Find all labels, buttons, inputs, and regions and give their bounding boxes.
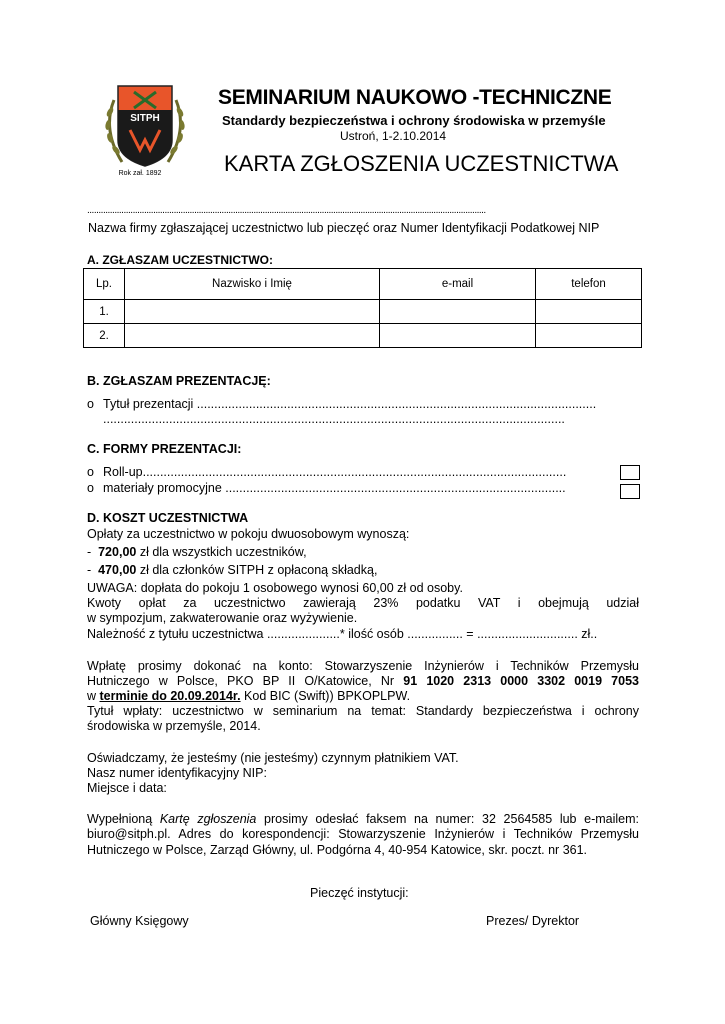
- rollup-checkbox[interactable]: [620, 465, 640, 480]
- stamp-label: Pieczęć instytucji:: [310, 886, 409, 900]
- place-date-text: Ustroń, 1-2.10.2014: [340, 129, 447, 143]
- payment-line-1: Wpłatę prosimy dokonać na konto: Stowarzyszenie Inżynierów i Techników Przemysłu: [87, 659, 639, 673]
- col-header-lp: Lp.: [84, 269, 125, 300]
- col-header-phone: telefon: [536, 269, 642, 300]
- cost-intro: Opłaty za uczestnictwo w pokoju dwuosobowym wynoszą:: [87, 527, 410, 541]
- send-pre: Wypełnioną: [87, 812, 160, 826]
- single-room-note: UWAGA: dopłata do pokoju 1 osobowego wynosi 60,00 zł od osoby.: [87, 581, 463, 595]
- payment-bank: Hutniczego w Polsce, PKO BP II O/Katowice, Nr: [87, 674, 404, 688]
- send-form-name: Kartę zgłoszenia: [159, 812, 257, 826]
- presentation-title-label: Tytuł prezentacji ...................................................................................................................: [103, 397, 597, 411]
- price-all-amount: 720,00: [98, 545, 137, 559]
- bullet: o: [87, 465, 94, 479]
- email-cell[interactable]: [380, 324, 536, 348]
- send-line-2: biuro@sitph.pl. Adres do korespondencji: Stowarzyszenie Inżynierów i Techników Przemysłu: [87, 827, 639, 841]
- place-date-label: Miejsce i data:: [87, 781, 167, 795]
- section-a-heading: A. ZGŁASZAM UCZESTNICTWO:: [87, 253, 273, 267]
- vat-declaration: Oświadczamy, że jesteśmy (nie jesteśmy) czynnym płatnikiem VAT.: [87, 751, 459, 765]
- name-cell[interactable]: [125, 300, 380, 324]
- bank-account-number: 91 1020 2313 0000 3302 0019 7053: [403, 674, 639, 688]
- promo-materials-label: materiały promocyjne ..................................................................................................: [103, 481, 566, 495]
- seminar-title: SEMINARIUM NAUKOWO -TECHNICZNE: [218, 86, 612, 109]
- table-row: [84, 324, 642, 348]
- accountant-label: Główny Księgowy: [90, 914, 189, 928]
- presentation-title-line[interactable]: [87, 397, 639, 411]
- price-members-text: zł dla członków SITPH z opłaconą składką,: [136, 563, 378, 577]
- rollup-label: Roll-up..........................................................................................................................: [103, 465, 567, 479]
- rollup-option: [87, 465, 619, 479]
- firm-label: Nazwa firmy zgłaszającej uczestnictwo lub pieczęć oraz Numer Identyfikacji Podatkowej NIP: [88, 221, 600, 235]
- price-all: - 720,00 zł dla wszystkich uczestników,: [87, 545, 307, 559]
- name-cell[interactable]: [125, 324, 380, 348]
- payment-deadline: terminie do 20.09.2014r.: [99, 689, 241, 703]
- amount-calculation[interactable]: Należność z tytułu uczestnictwa .....................* ilość osób ................ = ............................. zł..: [87, 627, 598, 641]
- email-cell[interactable]: [380, 300, 536, 324]
- row-number: 1.: [84, 300, 125, 324]
- send-line-1: [87, 812, 639, 827]
- phone-cell[interactable]: [536, 300, 642, 324]
- vat-note-line-1: Kwoty opłat za uczestnictwo zawierają 23% podatku VAT i obejmują udział: [87, 596, 639, 610]
- form-title: KARTA ZGŁOSZENIA UCZESTNICTWA: [224, 151, 619, 176]
- col-header-email: e-mail: [380, 269, 536, 300]
- payment-line-2: [87, 674, 639, 689]
- send-post: prosimy odesłać faksem na numer: 32 2564585 lub e-mailem:: [256, 812, 639, 826]
- bullet: o: [87, 481, 94, 495]
- price-members-amount: 470,00: [98, 563, 137, 577]
- send-line-3: Hutniczego w Polsce, Zarząd Główny, ul. Podgórna 4, 40-954 Katowice, skr. poczt. nr 361.: [87, 843, 588, 857]
- vat-note-line-2: w sympozjum, zakwaterowanie oraz wyżywienie.: [87, 611, 358, 625]
- bullet: o: [87, 397, 94, 411]
- table-row: [84, 300, 642, 324]
- price-members: - 470,00 zł dla członków SITPH z opłaconą składką,: [87, 563, 378, 577]
- row-number: 2.: [84, 324, 125, 348]
- payment-deadline-prefix: w: [87, 689, 100, 703]
- firm-dotted-line[interactable]: ...............................................................................................................................................................................: [87, 205, 486, 216]
- payment-title-line-1: Tytuł wpłaty: uczestnictwo w seminarium na temat: Standardy bezpieczeństwa i ochrony: [87, 704, 639, 718]
- promo-materials-checkbox[interactable]: [620, 484, 640, 499]
- payment-line-3: [87, 689, 639, 704]
- presentation-title-line-2[interactable]: .....................................................................................................................................: [103, 412, 565, 426]
- col-header-name: Nazwisko i Imię: [125, 269, 380, 300]
- seminar-subtitle: Standardy bezpieczeństwa i ochrony środowiska w przemyśle: [222, 113, 606, 128]
- payment-bic: Kod BIC (Swift)) BPKOPLPW.: [240, 689, 411, 703]
- phone-cell[interactable]: [536, 324, 642, 348]
- participants-table: [83, 268, 642, 348]
- promo-materials-option: [87, 481, 619, 495]
- price-all-text: zł dla wszystkich uczestników,: [136, 545, 307, 559]
- section-d-heading: D. KOSZT UCZESTNICTWA: [87, 511, 249, 525]
- logo-lettering: SITPH: [130, 113, 160, 124]
- nip-label: Nasz numer identyfikacyjny NIP:: [87, 766, 267, 780]
- director-label: Prezes/ Dyrektor: [486, 914, 580, 928]
- section-b-heading: B. ZGŁASZAM PREZENTACJĘ:: [87, 374, 271, 388]
- founded-label: Rok zał. 1892: [118, 170, 162, 177]
- section-c-heading: C. FORMY PREZENTACJI:: [87, 442, 242, 456]
- sitph-logo-emblem: [100, 80, 190, 175]
- payment-title-line-2: środowiska w przemyśle, 2014.: [87, 719, 261, 733]
